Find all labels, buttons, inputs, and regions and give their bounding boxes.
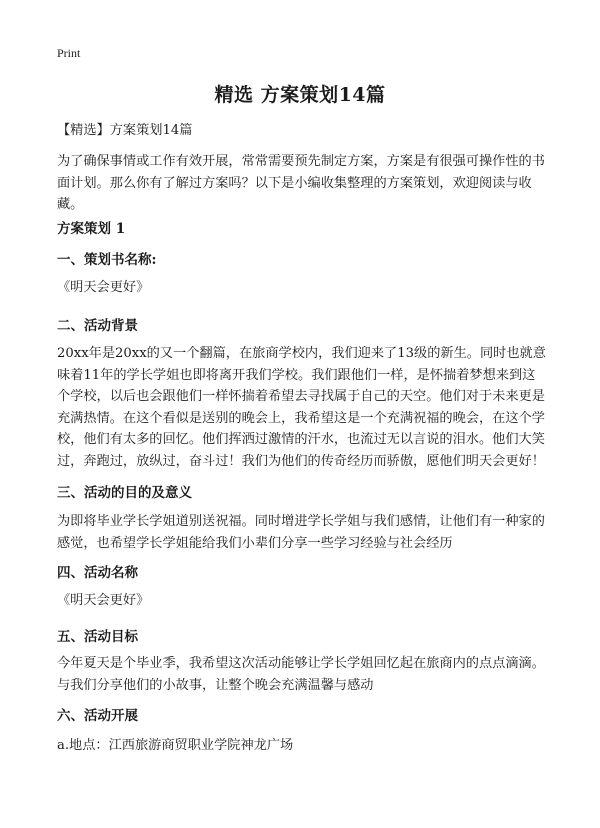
paragraph-purpose: 为即将毕业学长学姐道别送祝福。同时增进学长学姐与我们感情，让他们有一种家的感觉，也希望学长学姐能给我们小辈们分享一些学习经验与社会经历	[57, 514, 545, 551]
heading-execution: 六、活动开展	[57, 708, 138, 724]
paragraph-goal: 今年夏天是个毕业季，我希望这次活动能够让学长学姐回忆起在旅商内的点点滴滴。与我们分享他们的小故事，让整个晚会充满温馨与感动	[57, 656, 545, 693]
heading-background: 二、活动背景	[57, 318, 138, 334]
document-subtitle: 【精选】方案策划14篇	[57, 123, 193, 138]
print-label: Print	[57, 46, 81, 60]
heading-purpose: 三、活动的目的及意义	[57, 485, 192, 501]
heading-activity-name: 四、活动名称	[57, 565, 138, 581]
paragraph-background: 20xx年是20xx的又一个翻篇，在旅商学校内，我们迎来了13级的新生。同时也就意味着11年的学长学姐也即将离开我们学校。我们跟他们一样，是怀揣着梦想来到这个学校，以后也会跟他们一样怀揣着希望去寻找属于自己的天空。他们对于未来更是充满热情。在这个看似是送别的晚会上，我希望这是一个充满祝福的晚会，在这个学校，他们有太多的回忆。他们挥洒过激情的汗水，也流过无以言说的泪水。他们大笑过，奔跑过，放纵过，奋斗过！我们为他们的传奇经历而骄傲，愿他们明天会更好！	[57, 346, 546, 469]
heading-plan-name: 一、策划书名称:	[57, 252, 157, 268]
paragraph-activity-name: 《明天会更好》	[57, 593, 150, 608]
section-title: 方案策划 1	[57, 221, 126, 237]
paragraph-plan-name: 《明天会更好》	[57, 280, 150, 295]
intro-paragraph: 为了确保事情或工作有效开展，常常需要预先制定方案，方案是有很强可操作性的书面计划。那么你有了解过方案吗？以下是小编收集整理的方案策划，欢迎阅读与收藏。	[57, 154, 545, 212]
document-title: 精选 方案策划14篇	[214, 84, 386, 106]
paragraph-location: a.地点：江西旅游商贸职业学院神龙广场	[57, 738, 294, 753]
heading-goal: 五、活动目标	[57, 629, 138, 645]
